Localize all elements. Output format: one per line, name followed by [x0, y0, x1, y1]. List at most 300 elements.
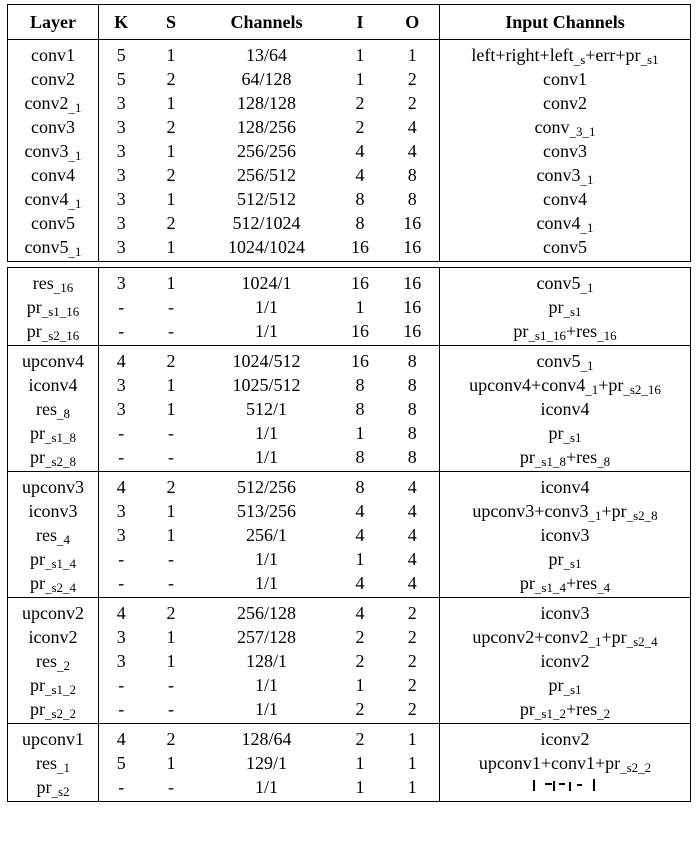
cell-k: 4 [99, 346, 144, 374]
cell-k: 5 [116, 753, 126, 773]
subscript: _3 [569, 124, 583, 139]
cell-k: - [99, 775, 144, 802]
cell-i: 16 [335, 346, 386, 374]
cell-layer: upconv4 [8, 346, 99, 374]
layer-table [7, 4, 691, 802]
cell-channels: 256/256 [236, 141, 296, 161]
subscript: _1 [585, 382, 599, 397]
cell-input-channels: iconv2 [440, 724, 691, 752]
cell-layer: $pr_{\_s2\_2}$ [8, 697, 99, 724]
subscript: _s1 [563, 304, 582, 319]
header-o: O [386, 5, 440, 40]
cell-s: 2 [166, 213, 176, 233]
cell-s: 1 [166, 141, 176, 161]
cell-k: 3 [116, 93, 126, 113]
cell-s: 1 [166, 525, 176, 545]
cell-s: - [168, 423, 174, 443]
subscript: _s1 [44, 430, 64, 445]
mark-stroke [577, 784, 582, 786]
cell-k: - [99, 697, 144, 724]
table-row [8, 319, 691, 346]
cell-o: 16 [386, 235, 440, 262]
cell-s: - [168, 549, 174, 569]
cell-layer: $pr_{\_s1\_4}$ [8, 547, 99, 571]
cell-layer: $pr_{\_s1\_2}$ [8, 673, 99, 697]
subscript: _1 [580, 220, 594, 235]
cell-o: 2 [386, 649, 440, 673]
subscript: _s [573, 52, 586, 67]
cell-channels: 1/1 [199, 319, 335, 346]
header-row [8, 5, 691, 40]
cell-k: 3 [116, 165, 126, 185]
cell-channels: 1/1 [254, 423, 278, 443]
subscript: _s1 [534, 454, 553, 469]
cell-s: 2 [166, 117, 176, 137]
cell-i: 4 [355, 525, 365, 545]
subscript: _1 [580, 358, 594, 373]
cell-layer: conv1 [8, 40, 99, 68]
cell-o: 1 [386, 751, 440, 775]
table-row [8, 163, 691, 187]
cell-o: 16 [386, 268, 440, 296]
cell-k: 5 [99, 40, 144, 68]
cell-o: 8 [386, 397, 440, 421]
subscript: _8 [63, 430, 77, 445]
cell-layer: conv5 [8, 211, 99, 235]
subscript: _8 [63, 454, 77, 469]
cell-i: 8 [335, 445, 386, 472]
subscript: _1 [580, 172, 594, 187]
cell-input-channels: $conv5_{\_1}$ [440, 268, 691, 296]
cell-input-channels: $pr_{\_s1}$ [440, 295, 691, 319]
cell-layer: res$_{\_4}$ [8, 523, 99, 547]
subscript: _1 [57, 760, 70, 775]
cell-o: 8 [386, 373, 440, 397]
cell-o: 8 [386, 421, 440, 445]
subscript: _s1 [41, 304, 60, 319]
header-k: K [99, 5, 144, 40]
cell-s: 1 [166, 627, 176, 647]
table-row [8, 724, 691, 752]
cell-o: 2 [386, 625, 440, 649]
cell-k: - [118, 297, 125, 317]
table-row [8, 697, 691, 724]
cell-input-channels: $upconv4+conv4_{\_1}+pr_{\_s2\_16}$ [440, 373, 691, 397]
cell-channels: 512/1 [245, 399, 287, 419]
cell-input-channels: $pr_{\_s1}$ [440, 673, 691, 697]
cell-i: 8 [335, 472, 386, 500]
subscript: _1 [580, 280, 594, 295]
cell-i: 1 [355, 423, 365, 443]
subscript: _s1 [44, 682, 64, 697]
table-row [8, 211, 691, 235]
table-row [8, 373, 691, 397]
cell-layer: $pr_{\_s1\_16}$ [8, 295, 99, 319]
subscript: _16 [597, 328, 617, 343]
subscript: _2 [57, 658, 70, 673]
cell-i: 1 [355, 69, 365, 89]
cell-channels: 129/1 [245, 753, 287, 773]
cell-input-channels: iconv2 [440, 649, 691, 673]
cell-channels: 1025/512 [232, 375, 301, 395]
cell-o: 2 [386, 673, 440, 697]
cell-s: - [144, 697, 199, 724]
cell-o: 4 [386, 547, 440, 571]
cell-channels: 1/1 [254, 675, 278, 695]
cell-s: - [168, 297, 174, 317]
cell-channels: 128/256 [236, 117, 296, 137]
cell-input-channels: conv2 [440, 91, 691, 115]
cell-k: 3 [116, 375, 126, 395]
cell-o: 4 [386, 115, 440, 139]
cell-s: 1 [166, 93, 176, 113]
subscript: _1 [68, 196, 82, 211]
cell-i: 1 [355, 549, 365, 569]
cell-i: 2 [355, 93, 365, 113]
cell-s: 1 [166, 501, 176, 521]
cell-layer: $pr_{\_s2\_8}$ [8, 445, 99, 472]
mark-stroke [545, 783, 552, 785]
cell-layer: res$_{\_1}$ [8, 751, 99, 775]
cell-k: 3 [116, 627, 126, 647]
cell-input-channels: iconv3 [440, 598, 691, 626]
illegible-mark [525, 777, 605, 793]
cell-channels: 1/1 [199, 775, 335, 802]
cell-s: 1 [166, 375, 176, 395]
cell-o: 2 [386, 91, 440, 115]
header-channels: Channels [199, 5, 335, 40]
cell-k: - [99, 571, 144, 598]
subscript: _1 [588, 508, 602, 523]
cell-o: 4 [386, 472, 440, 500]
cell-i: 8 [355, 189, 365, 209]
table-row [8, 40, 691, 68]
subscript: _4 [552, 580, 566, 595]
cell-layer: iconv4 [8, 373, 99, 397]
table-row [8, 421, 691, 445]
subscript: _4 [63, 580, 77, 595]
cell-layer: $conv5_{\_1}$ [8, 235, 99, 262]
cell-channels: 256/128 [199, 598, 335, 626]
cell-s: 1 [166, 753, 176, 773]
cell-o: 16 [386, 319, 440, 346]
cell-input-channels: $pr_{\_s1\_16}+res_{\_16}$ [440, 319, 691, 346]
cell-i: 8 [355, 399, 365, 419]
subscript: _16 [546, 328, 566, 343]
subscript: _s2 [620, 760, 639, 775]
table-row [8, 139, 691, 163]
subscript: _2 [63, 682, 77, 697]
cell-k: - [118, 675, 125, 695]
cell-o: 1 [386, 724, 440, 752]
cell-input-channels: $conv3_{\_1}$ [440, 163, 691, 187]
cell-input-channels: $pr_{\_s1\_8}+res_{\_8}$ [440, 445, 691, 472]
cell-s: - [144, 775, 199, 802]
subscript: _16 [59, 304, 80, 319]
header-i: I [335, 5, 386, 40]
cell-k: 3 [116, 525, 126, 545]
cell-channels: 128/128 [236, 93, 296, 113]
cell-input-channels: $upconv3+conv3_{\_1}+pr_{\_s2\_8}$ [440, 499, 691, 523]
cell-s: 2 [144, 598, 199, 626]
cell-input-channels: $pr_{\_s1}$ [440, 547, 691, 571]
cell-o: 8 [386, 445, 440, 472]
cell-i: 1 [355, 753, 365, 773]
table-row [8, 523, 691, 547]
cell-channels: 1024/512 [199, 346, 335, 374]
subscript: _s2 [626, 508, 645, 523]
cell-o: 2 [386, 67, 440, 91]
table-row [8, 67, 691, 91]
subscript: _1 [68, 244, 82, 259]
table-row [8, 751, 691, 775]
cell-channels: 257/128 [236, 627, 296, 647]
cell-channels: 128/1 [245, 651, 287, 671]
subscript: _s1 [640, 52, 659, 67]
table-row [8, 91, 691, 115]
mark-stroke [569, 782, 571, 791]
header-input-channels: Input Channels [440, 5, 691, 40]
subscript: _2 [552, 706, 566, 721]
cell-channels: 1/1 [199, 697, 335, 724]
cell-layer: conv3 [8, 115, 99, 139]
cell-input-channels: $upconv1+conv1+pr_{\_s2\_2}$ [440, 751, 691, 775]
cell-i: 16 [335, 268, 386, 296]
cell-layer: upconv1 [8, 724, 99, 752]
cell-channels: 512/512 [236, 189, 296, 209]
cell-layer: $conv2_{\_1}$ [8, 91, 99, 115]
cell-i: 4 [335, 598, 386, 626]
subscript: _2 [63, 706, 77, 721]
cell-s: 1 [166, 189, 176, 209]
cell-input-channels: $pr_{\_s1\_4}+res_{\_4}$ [440, 571, 691, 598]
cell-s: 1 [144, 235, 199, 262]
cell-input-channels [440, 775, 691, 802]
cell-input-channels: iconv3 [440, 523, 691, 547]
cell-k: 4 [99, 598, 144, 626]
cell-s: 2 [144, 472, 199, 500]
table-row [8, 547, 691, 571]
cell-layer: $pr_{\_s2\_16}$ [8, 319, 99, 346]
cell-input-channels: conv$_{\_3\_1}$ [440, 115, 691, 139]
subscript: _2 [597, 706, 611, 721]
cell-layer: $pr_{\_s1\_8}$ [8, 421, 99, 445]
cell-i: 4 [335, 571, 386, 598]
cell-i: 1 [335, 775, 386, 802]
cell-input-channels: conv3 [440, 139, 691, 163]
cell-i: 8 [355, 213, 365, 233]
table-row [8, 499, 691, 523]
cell-i: 1 [335, 40, 386, 68]
cell-input-channels: $left+right+left_{\_s}+err+pr_{\_s1}$ [440, 40, 691, 68]
mark-stroke [533, 780, 535, 791]
cell-channels: 256/512 [236, 165, 296, 185]
cell-k: - [118, 549, 125, 569]
cell-s: - [144, 319, 199, 346]
cell-k: - [99, 319, 144, 346]
subscript: _8 [552, 454, 566, 469]
subscript: _16 [641, 382, 661, 397]
cell-o: 8 [386, 187, 440, 211]
cell-i: 2 [355, 627, 365, 647]
cell-s: 1 [144, 268, 199, 296]
table-row [8, 673, 691, 697]
cell-input-channels: iconv4 [440, 397, 691, 421]
table-row [8, 649, 691, 673]
cell-k: - [118, 423, 125, 443]
cell-channels: 13/64 [199, 40, 335, 68]
cell-channels: 513/256 [236, 501, 296, 521]
cell-channels: 1/1 [199, 445, 335, 472]
table-row [8, 571, 691, 598]
subscript: _4 [63, 556, 77, 571]
cell-k: 5 [116, 69, 126, 89]
subscript: _8 [597, 454, 611, 469]
cell-i: 4 [355, 141, 365, 161]
cell-input-channels: $conv5_{\_1}$ [440, 346, 691, 374]
subscript: _s1 [534, 580, 553, 595]
cell-k: 3 [116, 141, 126, 161]
cell-k: 4 [99, 472, 144, 500]
table-row [8, 775, 691, 802]
cell-channels: 64/128 [241, 69, 292, 89]
cell-s: 1 [166, 399, 176, 419]
cell-input-channels: $pr_{\_s1\_2}+res_{\_2}$ [440, 697, 691, 724]
cell-o: 1 [386, 775, 440, 802]
cell-layer: $conv3_{\_1}$ [8, 139, 99, 163]
cell-o: 2 [386, 697, 440, 724]
subscript: _8 [644, 508, 658, 523]
cell-input-channels: conv1 [440, 67, 691, 91]
subscript: _1 [68, 148, 82, 163]
cell-i: 2 [355, 117, 365, 137]
subscript: _s1 [528, 328, 547, 343]
subscript: _s2 [44, 580, 64, 595]
subscript: _s2 [51, 784, 70, 799]
table-row [8, 472, 691, 500]
subscript: _s1 [563, 682, 582, 697]
table-row [8, 625, 691, 649]
cell-i: 2 [335, 697, 386, 724]
cell-i: 4 [355, 501, 365, 521]
cell-i: 8 [355, 375, 365, 395]
cell-s: 2 [166, 69, 176, 89]
cell-o: 8 [386, 346, 440, 374]
table-row [8, 235, 691, 262]
cell-i: 2 [335, 724, 386, 752]
subscript: _2 [638, 760, 652, 775]
cell-o: 1 [386, 40, 440, 68]
cell-channels: 512/256 [199, 472, 335, 500]
cell-input-channels: conv4 [440, 187, 691, 211]
cell-k: 3 [116, 501, 126, 521]
cell-k: 3 [116, 651, 126, 671]
table-row [8, 346, 691, 374]
subscript: _4 [644, 634, 658, 649]
table-row [8, 598, 691, 626]
table-row [8, 268, 691, 296]
layer-table-container [7, 4, 690, 802]
cell-layer: upconv2 [8, 598, 99, 626]
cell-layer: res$_{\_2}$ [8, 649, 99, 673]
table-row [8, 295, 691, 319]
cell-s: 1 [144, 40, 199, 68]
subscript: _1 [68, 100, 82, 115]
cell-k: 3 [99, 235, 144, 262]
cell-i: 4 [355, 165, 365, 185]
cell-s: 2 [144, 724, 199, 752]
cell-channels: 512/1024 [232, 213, 301, 233]
cell-k: 3 [116, 399, 126, 419]
cell-s: - [168, 675, 174, 695]
cell-layer: $pr_{\_s2}$ [8, 775, 99, 802]
cell-o: 8 [386, 163, 440, 187]
cell-channels: 1024/1024 [199, 235, 335, 262]
cell-channels: 256/1 [245, 525, 287, 545]
cell-input-channels: iconv4 [440, 472, 691, 500]
subscript: _s2 [44, 454, 64, 469]
cell-o: 16 [386, 211, 440, 235]
cell-input-channels: $conv4_{\_1}$ [440, 211, 691, 235]
cell-k: 3 [99, 268, 144, 296]
cell-layer: conv2 [8, 67, 99, 91]
cell-k: - [99, 445, 144, 472]
header-s: S [144, 5, 199, 40]
cell-s: 2 [144, 346, 199, 374]
cell-input-channels: $upconv2+conv2_{\_1}+pr_{\_s2\_4}$ [440, 625, 691, 649]
cell-channels: 1/1 [254, 549, 278, 569]
mark-stroke [593, 779, 595, 791]
mark-stroke [559, 783, 565, 785]
cell-o: 4 [386, 139, 440, 163]
cell-o: 4 [386, 571, 440, 598]
cell-channels: 128/64 [199, 724, 335, 752]
cell-o: 16 [386, 295, 440, 319]
subscript: _s1 [44, 556, 64, 571]
cell-s: 2 [166, 165, 176, 185]
subscript: _s1 [534, 706, 553, 721]
cell-input-channels: $pr_{\_s1}$ [440, 421, 691, 445]
cell-layer: $conv4_{\_1}$ [8, 187, 99, 211]
cell-s: 1 [166, 651, 176, 671]
table-row [8, 115, 691, 139]
subscript: _1 [582, 124, 596, 139]
cell-k: 4 [99, 724, 144, 752]
cell-o: 2 [386, 598, 440, 626]
subscript: _s1 [563, 556, 582, 571]
subscript: _4 [57, 532, 70, 547]
subscript: _1 [588, 634, 602, 649]
cell-s: - [144, 571, 199, 598]
table-row [8, 445, 691, 472]
header-layer: Layer [8, 5, 99, 40]
cell-layer: res$_{\_16}$ [8, 268, 99, 296]
cell-i: 16 [335, 235, 386, 262]
cell-k: 3 [116, 117, 126, 137]
cell-k: 3 [116, 213, 126, 233]
cell-layer: conv4 [8, 163, 99, 187]
cell-layer: $pr_{\_s2\_4}$ [8, 571, 99, 598]
subscript: _16 [53, 280, 74, 295]
cell-input-channels: conv5 [440, 235, 691, 262]
subscript: _s2 [623, 382, 642, 397]
cell-i: 2 [355, 651, 365, 671]
cell-s: - [144, 445, 199, 472]
cell-o: 4 [386, 499, 440, 523]
mark-stroke [553, 781, 555, 791]
cell-channels: 1024/1 [199, 268, 335, 296]
table-row [8, 397, 691, 421]
